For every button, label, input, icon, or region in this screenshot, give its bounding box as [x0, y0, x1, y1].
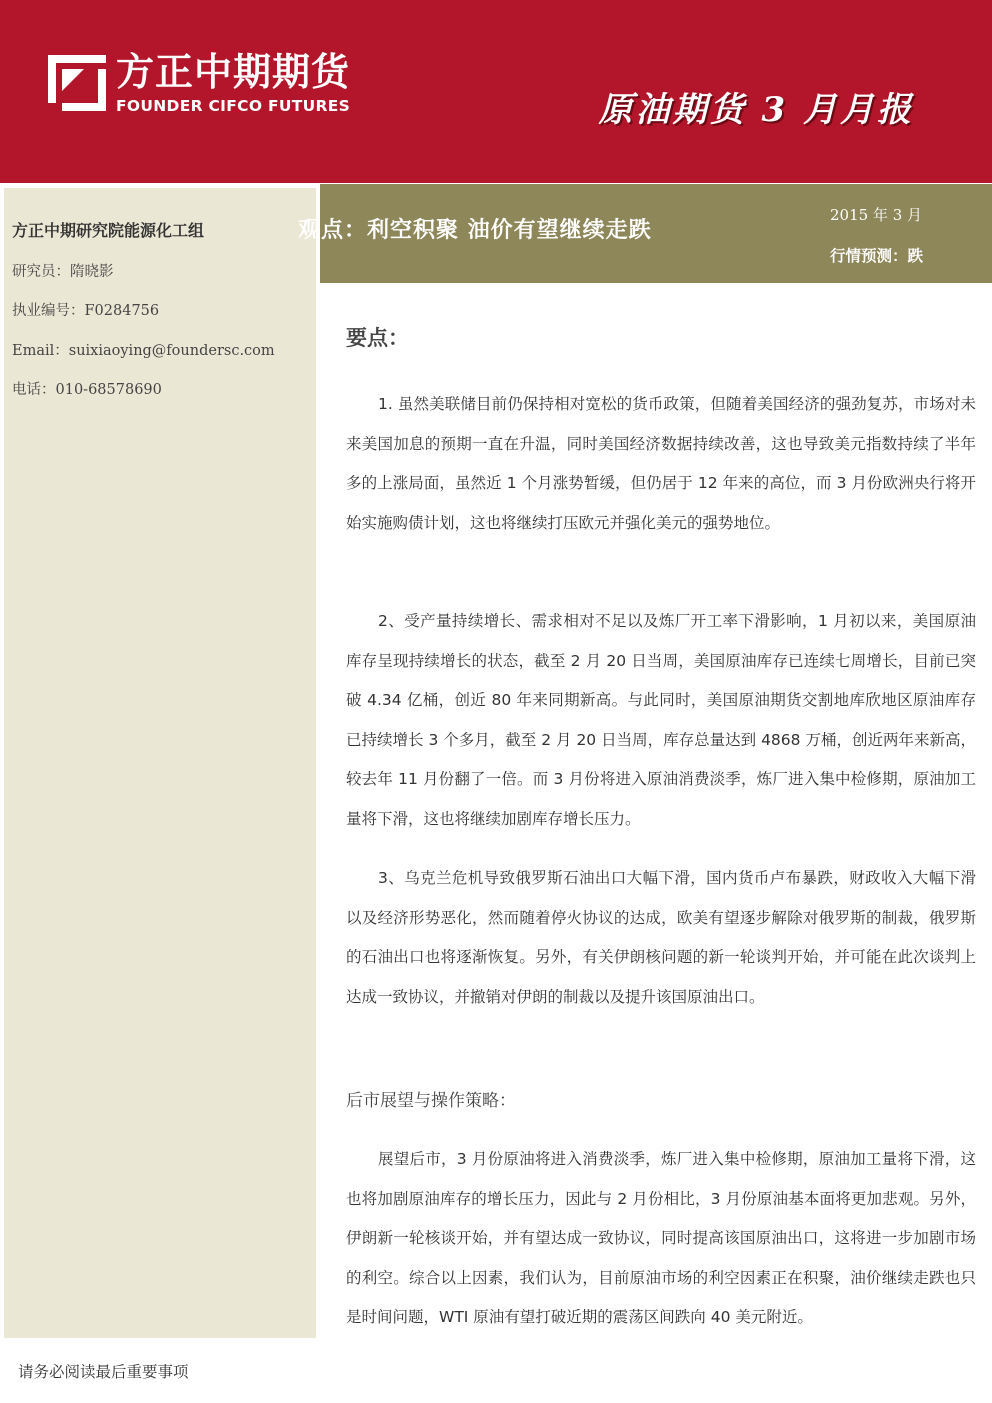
key-point-2: 2、受产量持续增长、需求相对不足以及炼厂开工率下滑影响，1 月初以来，美国原油库存呈现持续增长的状态，截至 2 月 20 日当周，美国原油库存已连续七周增长，目前已突破 4.34 亿桶，创近 80 年来同期新高。与此同时，美国原油期货交割地库欣地区原油库存已持续增长 3 个多月，截至 2 月 20 日当周，库存总量达到 4868 万桶，创近两年来新高，较去年 11 月份翻了一倍。而 3 月份将进入原油消费淡季，炼厂进入集中检修期，原油加工量将下滑，这也将继续加剧库存增长压力。: [346, 612, 976, 828]
logo-chinese-name: 方正中期期货: [116, 50, 351, 94]
founder-logo-icon: [48, 55, 106, 111]
outlook-heading: 后市展望与操作策略：: [346, 1091, 516, 1111]
sidebar-email: Email：suixiaoying@foundersc.com: [12, 343, 275, 359]
market-forecast: 行情预测：跌: [830, 247, 924, 265]
logo-english-name: FOUNDER CIFCO FUTURES: [116, 97, 351, 115]
key-point-1: 1. 虽然美联储目前仍保持相对宽松的货币政策，但随着美国经济的强劲复苏，市场对未来美国加息的预期一直在升温，同时美国经济数据持续改善，这也导致美元指数持续了半年多的上涨局面，虽然近 1 个月涨势暂缓，但仍居于 12 年来的高位，而 3 月份欧洲央行将开始实施购债计划，这也将继续打压欧元并强化美元的强势地位。: [346, 395, 976, 532]
sidebar-researcher: 研究员：隋晓影: [12, 264, 114, 280]
key-points-heading: 要点：: [346, 326, 409, 350]
sidebar-research-group: 方正中期研究院能源化工组: [12, 221, 205, 240]
footer-notice: 请务必阅读最后重要事项: [18, 1363, 189, 1381]
report-header: [0, 0, 992, 183]
key-point-3: 3、乌克兰危机导致俄罗斯石油出口大幅下滑，国内货币卢布暴跌，财政收入大幅下滑以及经济形势恶化，然而随着停火协议的达成，欧美有望逐步解除对俄罗斯的制裁，俄罗斯的石油出口也将逐渐恢复。另外，有关伊朗核问题的新一轮谈判开始，并可能在此次谈判上达成一致协议，并撤销对伊朗的制裁以及提升该国原油出口。: [346, 869, 976, 1006]
report-date: 2015 年 3 月: [830, 206, 923, 224]
report-title: 原油期货 3 月月报: [598, 90, 914, 130]
outlook-paragraph: 展望后市，3 月份原油将进入消费淡季，炼厂进入集中检修期，原油加工量将下滑，这也将加剧原油库存的增长压力，因此与 2 月份相比，3 月份原油基本面将更加悲观。另外，伊朗新一轮核谈开始，并有望达成一致协议，同时提高该国原油出口，这将进一步加剧市场的利空。综合以上因素，我们认为，目前原油市场的利空因素正在积聚，油价继续走跌也只是时间问题，WTI 原油有望打破近期的震荡区间跌向 40 美元附近。: [346, 1150, 976, 1326]
sidebar-phone: 电话：010-68578690: [12, 382, 162, 398]
viewpoint-title: 观点：利空积聚 油价有望继续走跌: [298, 218, 652, 243]
sidebar-panel: [4, 188, 316, 1338]
sidebar-license-number: 执业编号：F0284756: [12, 303, 160, 319]
